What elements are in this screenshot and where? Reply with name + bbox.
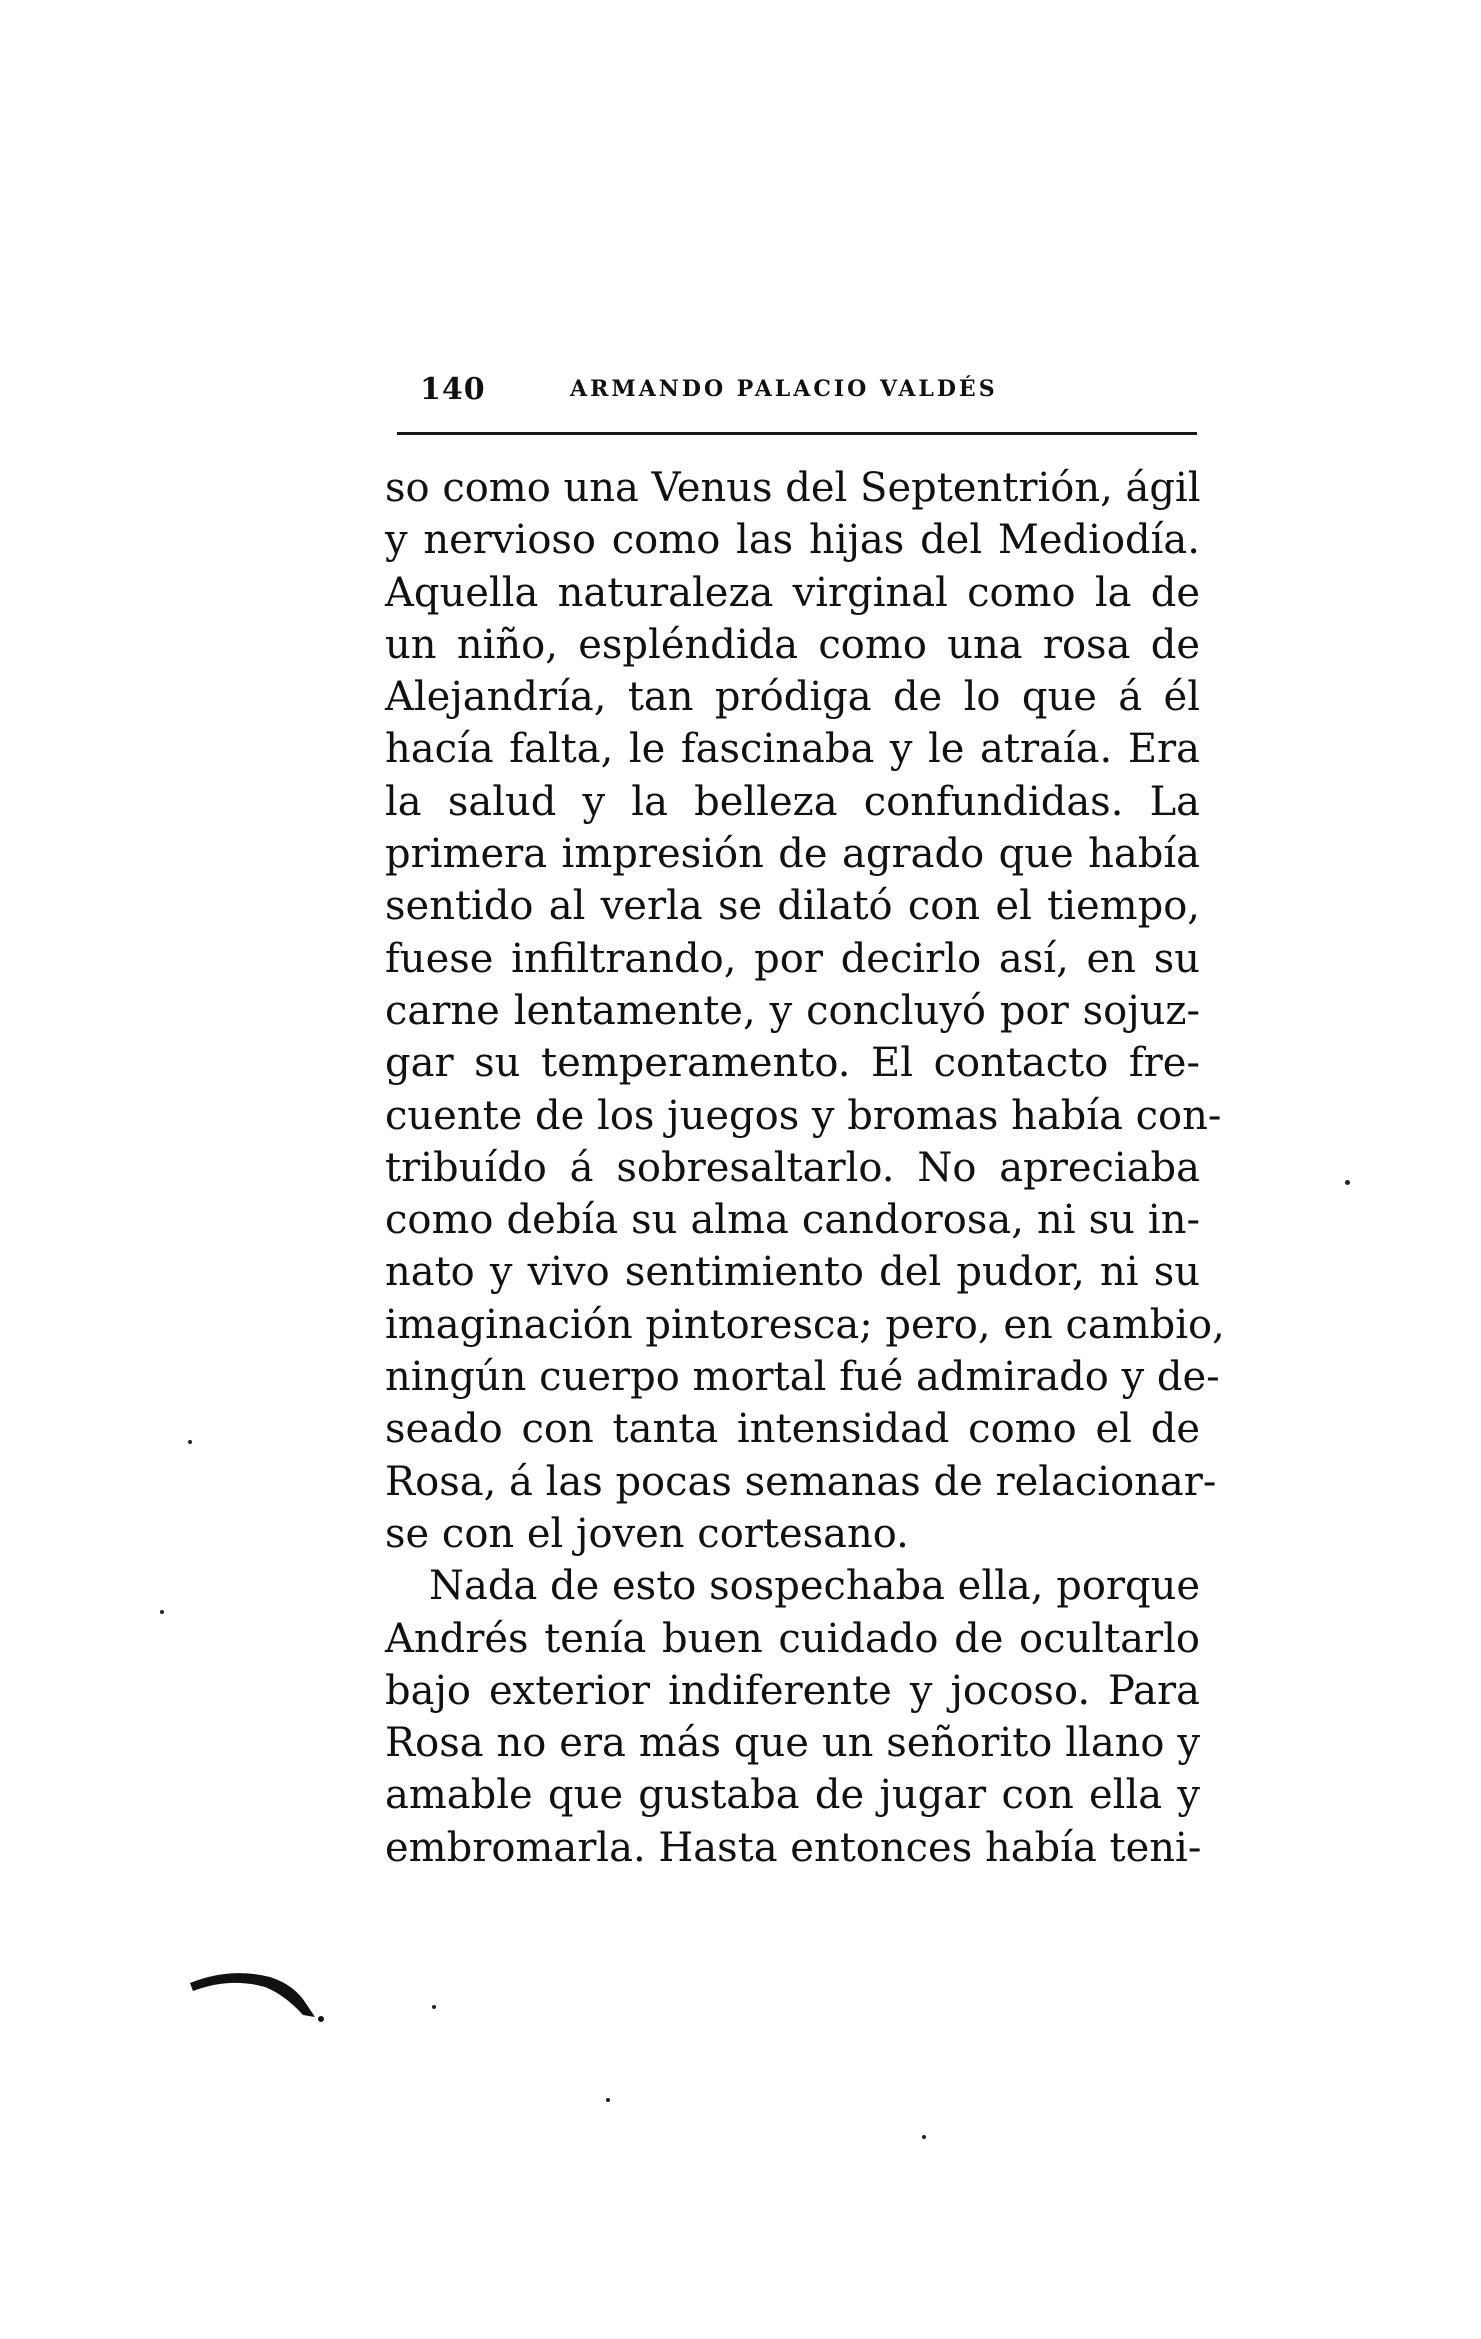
text-line: embromarla. Hasta entonces había teni- bbox=[385, 1824, 1202, 1871]
text-line: tribuído á sobresaltarlo. No apreciaba bbox=[385, 1144, 1200, 1191]
text-line: y nervioso como las hijas del Mediodía. bbox=[385, 517, 1200, 564]
body-text bbox=[385, 462, 1225, 1874]
text-line: un niño, espléndida como una rosa de bbox=[385, 621, 1200, 668]
scan-speck bbox=[1345, 1180, 1350, 1185]
header-rule bbox=[397, 432, 1197, 435]
scan-speck bbox=[606, 2098, 610, 2102]
text-line: Andrés tenía buen cuidado de ocultarlo bbox=[385, 1615, 1200, 1662]
text-line: gar su temperamento. El contacto fre- bbox=[385, 1040, 1200, 1087]
text-line: amable que gustaba de jugar con ella y bbox=[385, 1772, 1200, 1819]
text-line: Rosa, á las pocas semanas de relacionar- bbox=[385, 1458, 1217, 1505]
scan-speck bbox=[188, 1440, 192, 1444]
text-line: cuente de los juegos y bromas había con- bbox=[385, 1092, 1222, 1139]
text-line: Rosa no era más que un señorito llano y bbox=[385, 1720, 1200, 1767]
text-line: seado con tanta intensidad como el de bbox=[385, 1406, 1200, 1453]
text-line: se con el joven cortesano. bbox=[385, 1510, 909, 1557]
text-line: imaginación pintoresca; pero, en cambio, bbox=[385, 1301, 1225, 1348]
ink-blot bbox=[185, 1965, 325, 2035]
scan-speck bbox=[160, 1610, 164, 1614]
text-line: primera impresión de agrado que había bbox=[385, 831, 1200, 878]
running-title: ARMANDO PALACIO VALDÉS bbox=[570, 376, 998, 402]
text-line: la salud y la belleza confundidas. La bbox=[385, 778, 1200, 825]
text-line: hacía falta, le fascinaba y le atraía. Era bbox=[385, 726, 1200, 773]
text-line: bajo exterior indiferente y jocoso. Para bbox=[385, 1667, 1200, 1714]
text-line: sentido al verla se dilató con el tiempo, bbox=[385, 883, 1200, 930]
text-line: Alejandría, tan pródiga de lo que á él bbox=[385, 674, 1200, 721]
text-line: fuese infiltrando, por decirlo así, en su bbox=[385, 935, 1200, 982]
text-line: ningún cuerpo mortal fué admirado y de- bbox=[385, 1354, 1220, 1401]
text-line: carne lentamente, y concluyó por sojuz- bbox=[385, 987, 1200, 1034]
scan-speck bbox=[922, 2135, 926, 2139]
running-head bbox=[420, 372, 1190, 412]
text-line: so como una Venus del Septentrión, ágil bbox=[385, 465, 1201, 511]
text-line: Nada de esto sospechaba ella, porque bbox=[429, 1563, 1201, 1610]
text-line: Aquella naturaleza virginal como la de bbox=[385, 569, 1200, 616]
text-line: como debía su alma candorosa, ni su in- bbox=[385, 1197, 1200, 1244]
page-number: 140 bbox=[420, 372, 486, 407]
text-line: nato y vivo sentimiento del pudor, ni su bbox=[385, 1249, 1200, 1296]
scan-speck bbox=[432, 2005, 436, 2009]
